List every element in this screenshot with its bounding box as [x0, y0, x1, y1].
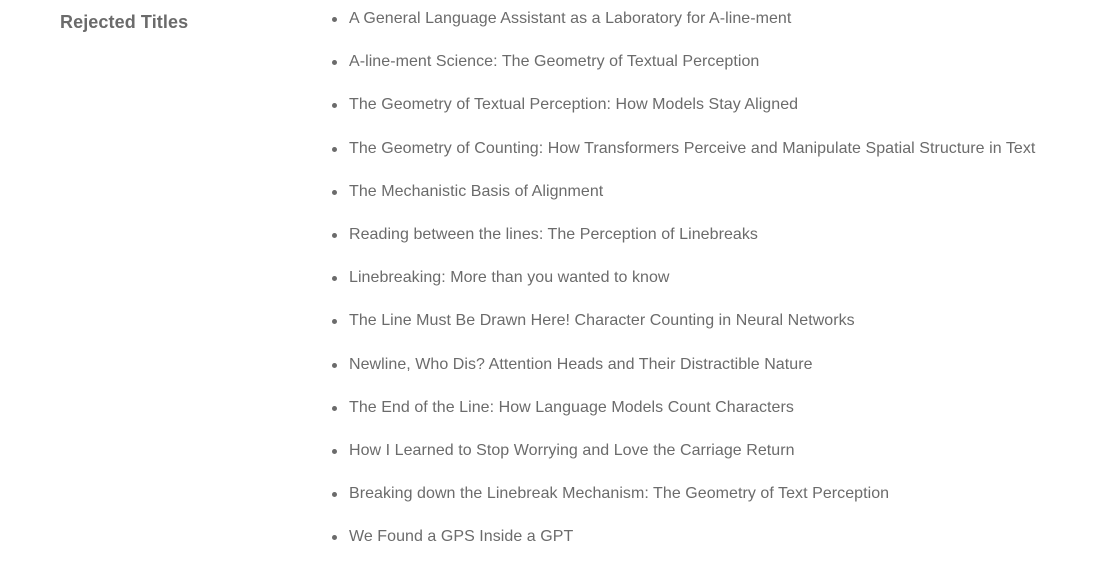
list-item [332, 525, 1092, 566]
title-text: The Line Must Be Drawn Here! Character Counting in Neural Networks [349, 312, 855, 330]
title-text: Breaking down the Linebreak Mechanism: The Geometry of Text Perception [349, 485, 890, 503]
bullet-icon [332, 147, 337, 152]
bullet-icon [332, 233, 337, 238]
title-text: The Geometry of Textual Perception: How Models Stay Aligned [349, 96, 799, 114]
list-item [332, 50, 1092, 93]
list-item [332, 93, 1092, 136]
title-text: The Geometry of Counting: How Transformers Perceive and Manipulate Spatial Structure in Text [349, 139, 1036, 157]
title-text: The Mechanistic Basis of Alignment [349, 182, 604, 200]
bullet-icon [332, 17, 337, 22]
title-text: How I Learned to Stop Worrying and Love the Carriage Return [349, 441, 795, 459]
bullet-icon [332, 103, 337, 108]
list-item [332, 353, 1092, 396]
title-text: A General Language Assistant as a Laboratory for A-line-ment [349, 10, 792, 27]
bullet-icon [332, 276, 337, 281]
title-text: We Found a GPS Inside a GPT [349, 528, 574, 546]
bullet-icon [332, 449, 337, 454]
title-text: The End of the Line: How Language Models Count Characters [349, 398, 794, 416]
list-item [332, 180, 1092, 223]
bullet-icon [332, 190, 337, 195]
list-item [332, 439, 1092, 482]
list-item [332, 137, 1092, 180]
title-text: Linebreaking: More than you wanted to know [349, 269, 670, 287]
list-item [332, 482, 1092, 525]
bullet-icon [332, 60, 337, 65]
list-item [332, 266, 1092, 309]
bullet-icon [332, 363, 337, 368]
title-text: Newline, Who Dis? Attention Heads and Their Distractible Nature [349, 355, 813, 373]
list-item [332, 7, 1092, 50]
list-item [332, 223, 1092, 266]
section-heading: Rejected Titles [60, 12, 189, 32]
bullet-icon [332, 535, 337, 540]
bullet-icon [332, 319, 337, 324]
list-item [332, 396, 1092, 439]
bullet-icon [332, 406, 337, 411]
title-text: A-line-ment Science: The Geometry of Textual Perception [349, 53, 760, 71]
bullet-icon [332, 492, 337, 497]
title-text: Reading between the lines: The Perception of Linebreaks [349, 225, 758, 243]
rejected-titles-list [332, 7, 1092, 566]
list-item [332, 309, 1092, 352]
